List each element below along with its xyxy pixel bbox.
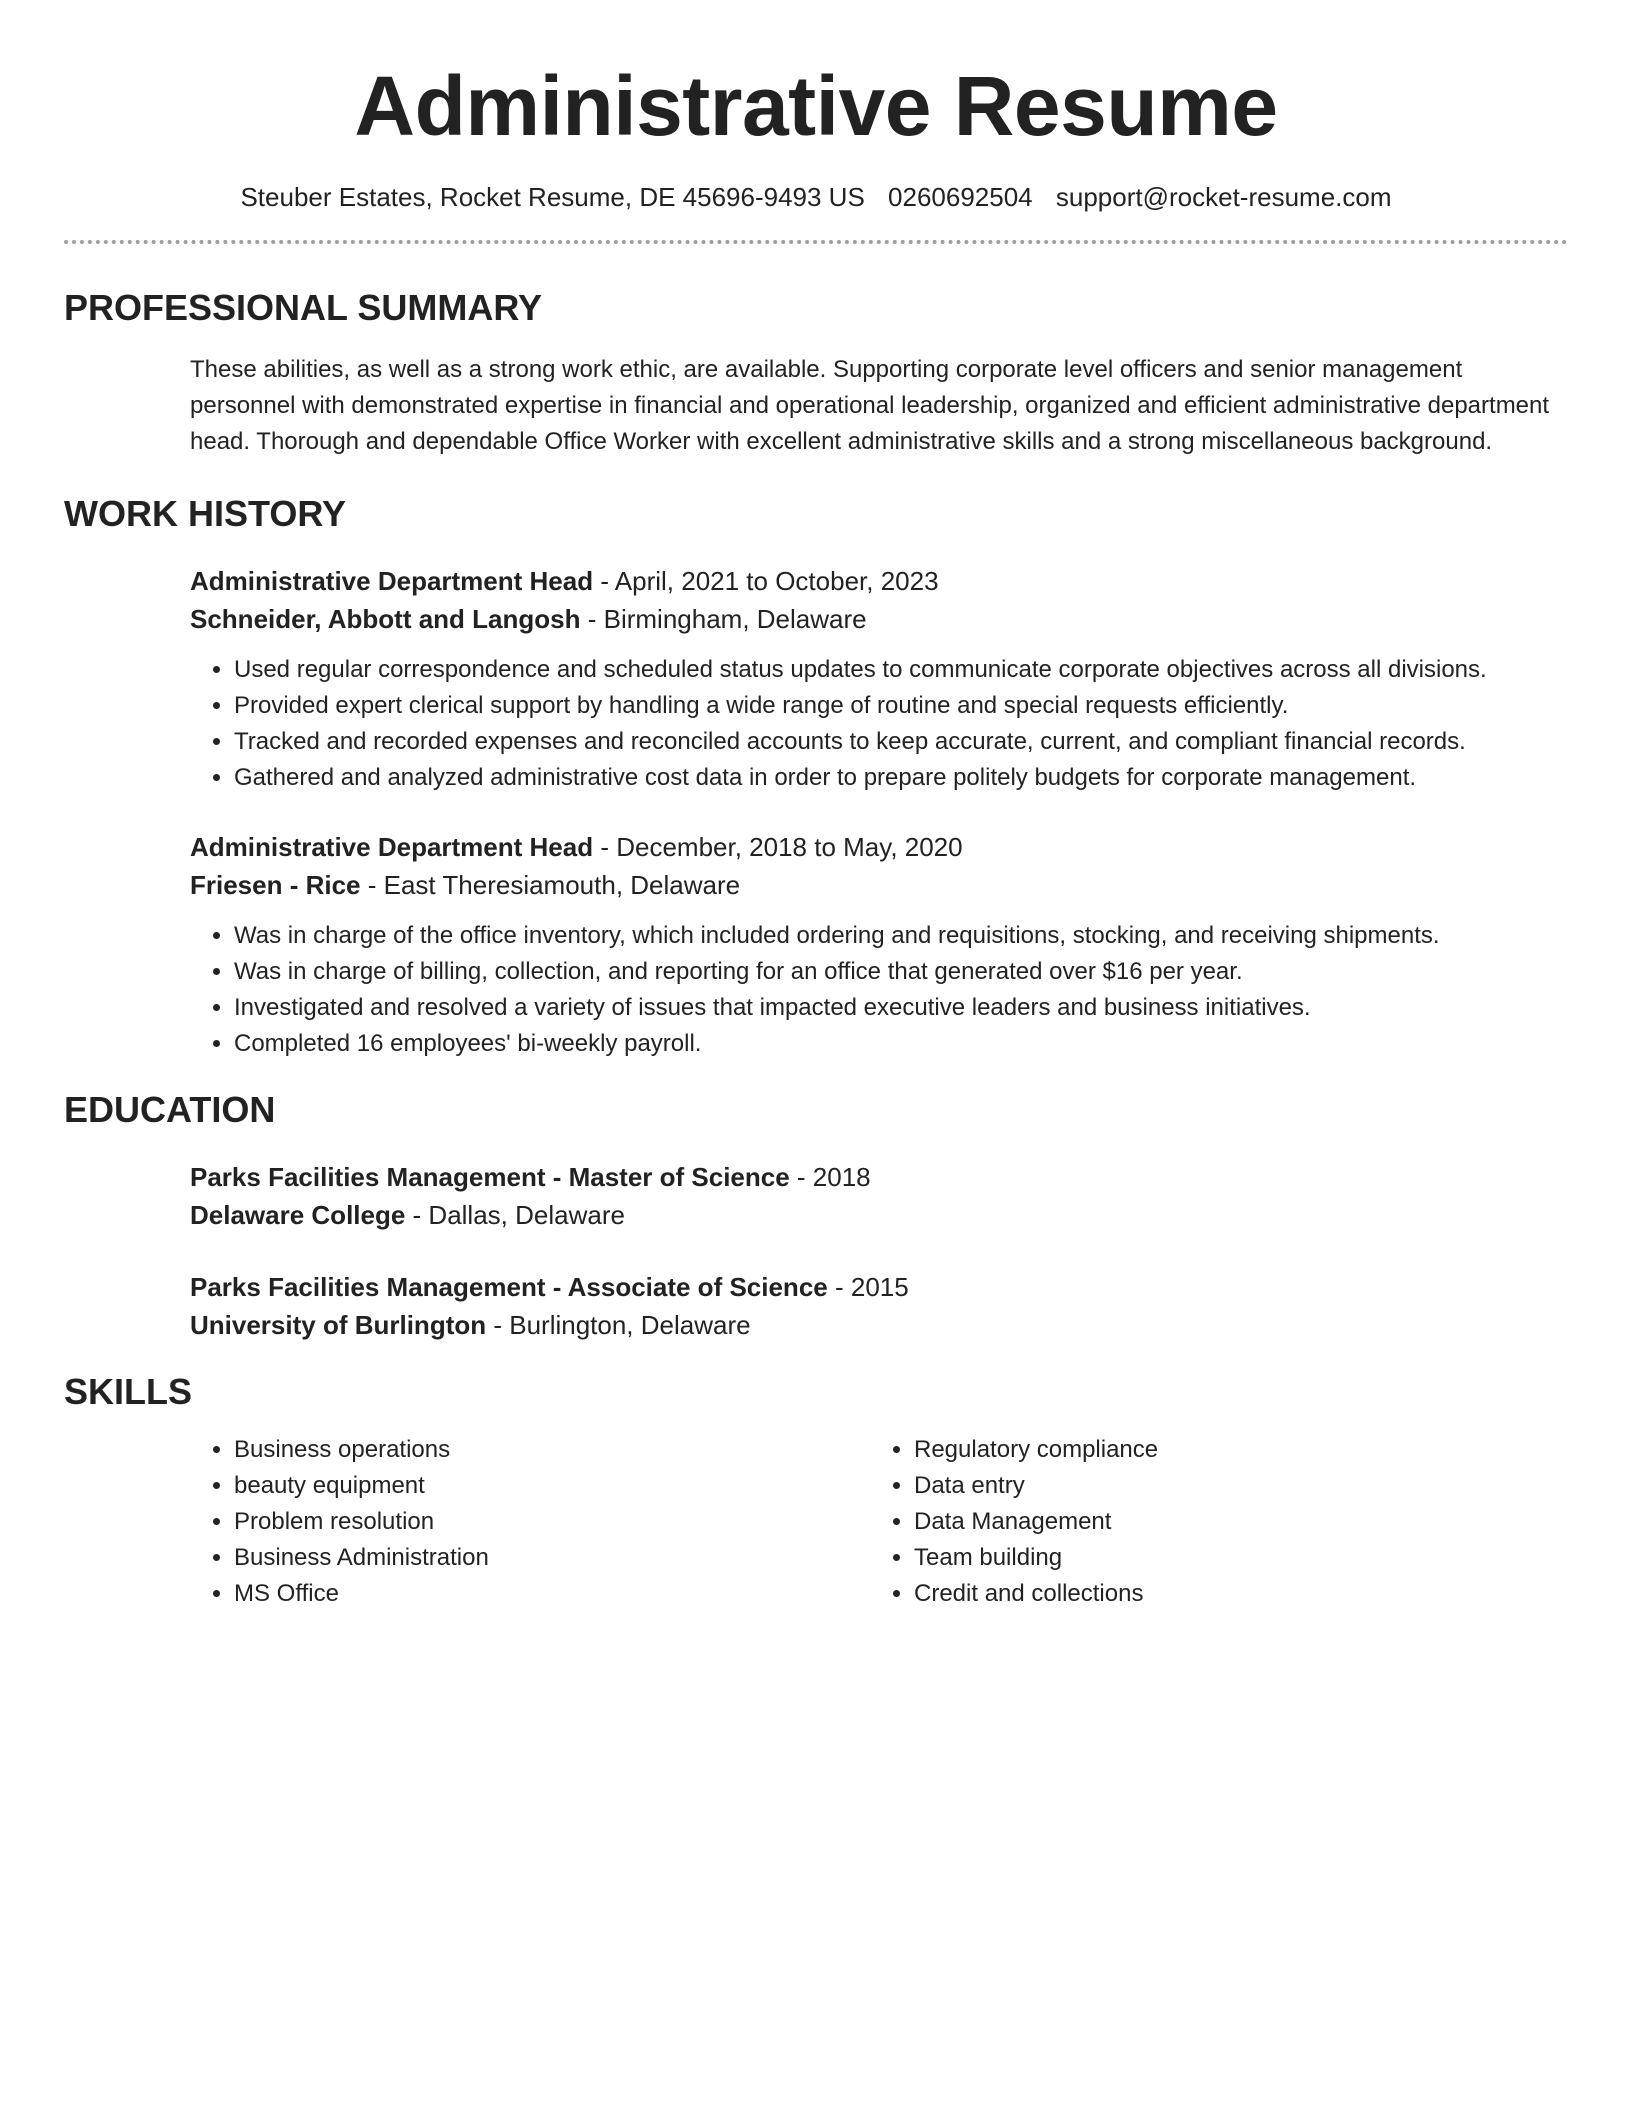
job-company-line <box>190 600 1568 638</box>
job-dates: - April, 2021 to October, 2023 <box>593 566 939 596</box>
job-entry <box>190 562 1568 796</box>
job-bullets <box>190 918 1568 1062</box>
education-year: - 2015 <box>827 1272 909 1302</box>
contact-email: support@rocket-resume.com <box>1055 182 1392 212</box>
skills-column-right <box>870 1432 1550 1612</box>
skill-item: • Data entry <box>914 1468 1550 1504</box>
education-school: University of Burlington <box>190 1310 487 1340</box>
skill-item: • Business operations <box>234 1432 870 1468</box>
job-company-line <box>190 866 1568 904</box>
job-bullet: • Was in charge of billing, collection, and reporting for an office that generated over $16 per year. <box>234 954 1568 990</box>
education-degree: Parks Facilities Management - Associate of Science <box>190 1272 828 1302</box>
job-bullet: • Provided expert clerical support by handling a wide range of routine and special requests efficiently. <box>234 688 1568 724</box>
job-bullet: • Tracked and recorded expenses and reconciled accounts to keep accurate, current, and compliant financial records. <box>234 724 1568 760</box>
summary-section <box>190 352 1568 460</box>
job-bullet: • Gathered and analyzed administrative cost data in order to prepare politely budgets for corporate management. <box>234 760 1568 796</box>
job-company: Friesen - Rice <box>190 870 361 900</box>
skill-item: • MS Office <box>234 1576 870 1612</box>
job-location: - East Theresiamouth, Delaware <box>360 870 741 900</box>
skill-item: • Team building <box>914 1540 1550 1576</box>
job-dates: - December, 2018 to May, 2020 <box>593 832 963 862</box>
job-title-line <box>190 562 1568 600</box>
education-entry <box>190 1158 1568 1234</box>
skill-item: • Data Management <box>914 1504 1550 1540</box>
education-degree-line <box>190 1158 1568 1196</box>
job-entry <box>190 828 1568 1062</box>
job-bullets <box>190 652 1568 796</box>
education-school: Delaware College <box>190 1200 406 1230</box>
contact-address: Steuber Estates, Rocket Resume, DE 45696-9493 US <box>240 182 865 212</box>
job-bullet: • Was in charge of the office inventory, which included ordering and requisitions, stocking, and receiving shipments. <box>234 918 1568 954</box>
contact-phone: 0260692504 <box>888 182 1033 212</box>
education-degree: Parks Facilities Management - Master of Science <box>190 1162 790 1192</box>
skill-item: • Problem resolution <box>234 1504 870 1540</box>
skills-column-left <box>190 1432 870 1612</box>
education-school-line <box>190 1196 1568 1234</box>
job-company: Schneider, Abbott and Langosh <box>190 604 581 634</box>
education-entry <box>190 1268 1568 1344</box>
contact-line <box>64 180 1568 214</box>
skills-grid <box>190 1432 1568 1612</box>
skill-item: • Business Administration <box>234 1540 870 1576</box>
education-school-line <box>190 1306 1568 1344</box>
header-divider <box>64 240 1568 244</box>
work-history-heading: WORK HISTORY <box>64 493 347 534</box>
education-heading: EDUCATION <box>64 1089 276 1130</box>
education-degree-line <box>190 1268 1568 1306</box>
education-year: - 2018 <box>789 1162 871 1192</box>
job-title: Administrative Department Head <box>190 566 594 596</box>
skill-item: • Regulatory compliance <box>914 1432 1550 1468</box>
resume-title: Administrative Resume <box>354 59 1278 153</box>
skill-item: • beauty equipment <box>234 1468 870 1504</box>
summary-heading: PROFESSIONAL SUMMARY <box>64 287 543 328</box>
job-title: Administrative Department Head <box>190 832 594 862</box>
job-title-line <box>190 828 1568 866</box>
skills-heading: SKILLS <box>64 1371 193 1412</box>
skill-item: • Credit and collections <box>914 1576 1550 1612</box>
job-bullet: • Used regular correspondence and scheduled status updates to communicate corporate objectives across all divisions. <box>234 652 1568 688</box>
job-location: - Birmingham, Delaware <box>580 604 867 634</box>
job-bullet: • Investigated and resolved a variety of issues that impacted executive leaders and business initiatives. <box>234 990 1568 1026</box>
summary-text: These abilities, as well as a strong work ethic, are available. Supporting corporate level officers and senior management personnel with demonstrated expertise in financial and operational leadership, organized and efficient administrative department head. Thorough and dependable Office Worker with excellent administrative skills and a strong miscellaneous background. <box>190 356 1550 455</box>
education-location: - Burlington, Delaware <box>486 1310 751 1340</box>
job-bullet: • Completed 16 employees' bi-weekly payroll. <box>234 1026 1568 1062</box>
education-location: - Dallas, Delaware <box>405 1200 625 1230</box>
